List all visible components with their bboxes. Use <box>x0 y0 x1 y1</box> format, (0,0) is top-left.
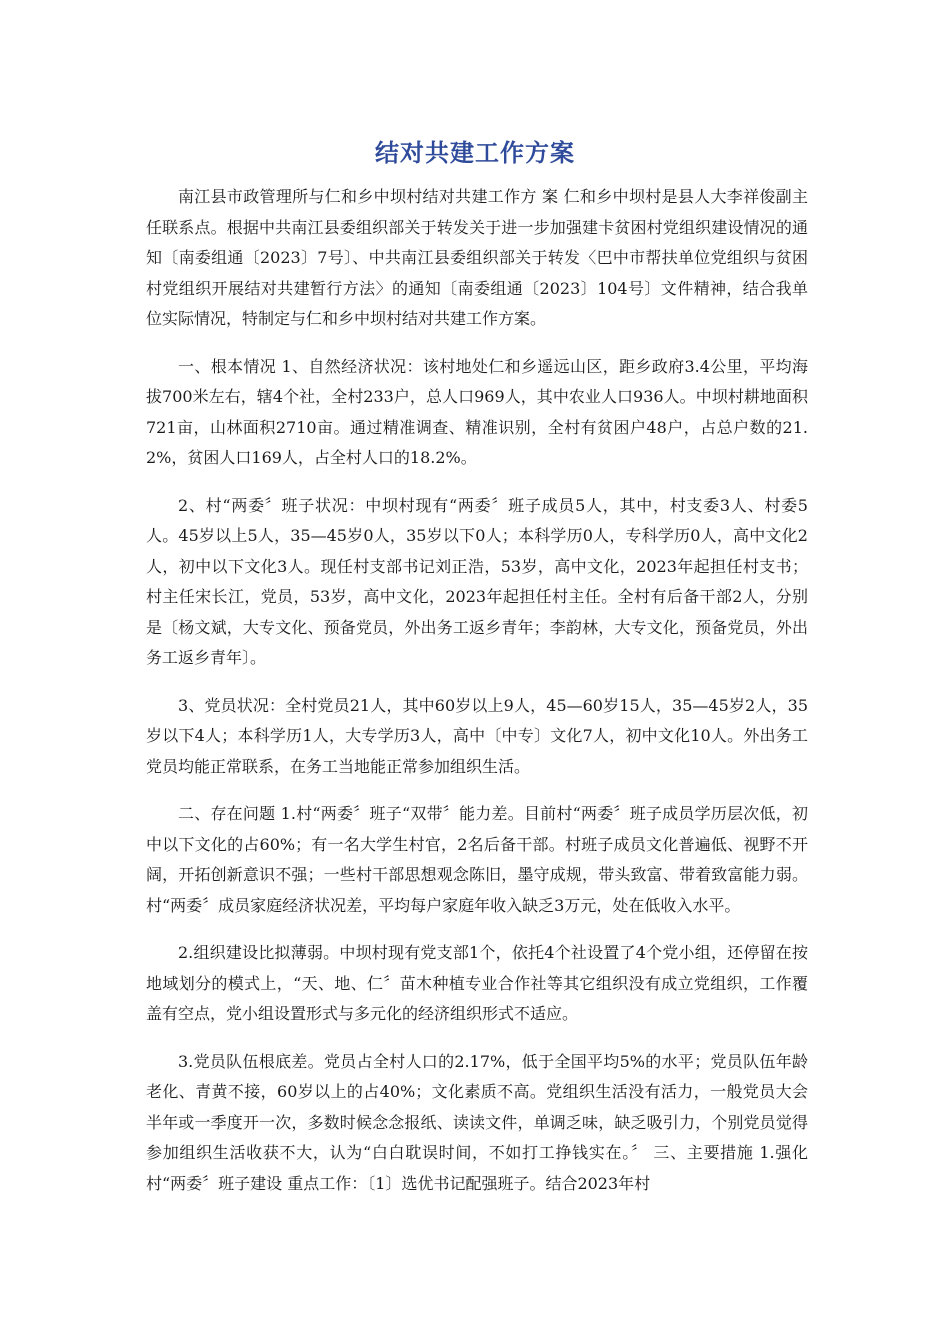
paragraph-problem-capability: 二、存在问题 1.村“两委〞班子“双带〞能力差。目前村“两委〞班子成员学历层次低，初中以下文化的占60%；有一名大学生村官，2名后备干部。村班子成员文化普遍低、视野不开阔，开拓创新意识不强；一些村干部思想观念陈旧，墨守成规，带头致富、带着致富能力弱。村“两委〞成员家庭经济状况差，平均每户家庭年收入缺乏3万元，处在低收入水平。 <box>146 804 808 915</box>
document-body <box>146 182 808 1216</box>
paragraph-intro: 南江县市政管理所与仁和乡中坝村结对共建工作方 案 仁和乡中坝村是县人大李祥俊副主任联系点。根据中共南江县委组织部关于转发关于进一步加强建卡贫困村党组织建设情况的通知〔南委组通〔2023〕7号〕、中共南江县委组织部关于转发〈巴中市帮扶单位党组织与贫困村党组织开展结对共建暂行方法〉的通知〔南委组通〔2023〕104号〕文件精神，结合我单位实际情况，特制定与仁和乡中坝村结对共建工作方案。 <box>146 187 808 328</box>
paragraph-problem-organization: 2.组织建设比拟薄弱。中坝村现有党支部1个，依托4个社设置了4个党小组，还停留在按地域划分的模式上，“天、地、仁〞苗木种植专业合作社等其它组织没有成立党组织，工作覆盖有空点，党小组设置形式与多元化的经济组织形式不适应。 <box>146 943 808 1023</box>
paragraph-basic-situation: 一、根本情况 1、自然经济状况：该村地处仁和乡遥远山区，距乡政府3.4公里，平均海拔700米左右，辖4个社，全村233户，总人口969人，其中农业人口936人。中坝村耕地面积721亩，山林面积2710亩。通过精准调查、精准识别，全村有贫困户48户，占总户数的21.2%，贫困人口169人，占全村人口的18.2%。 <box>146 356 808 467</box>
paragraph-party-member-status: 3、党员状况：全村党员21人，其中60岁以上9人，45—60岁15人，35—45岁2人，35岁以下4人；本科学历1人，大专学历3人，高中〔中专〕文化7人，初中文化10人。外出务工党员均能正常联系，在务工当地能正常参加组织生活。 <box>146 695 808 776</box>
paragraph-committee-status: 2、村“两委〞班子状况：中坝村现有“两委〞班子成员5人，其中，村支委3人、村委5人。45岁以上5人，35—45岁0人，35岁以下0人；本科学历0人，专科学历0人，高中文化2人，初中以下文化3人。现任村支部书记刘正浩，53岁，高中文化，2023年起担任村支书；村主任宋长江，党员，53岁，高中文化，2023年起担任村主任。全村有后备干部2人，分别是〔杨文斌，大专文化、预备党员，外出务工返乡青年；李韵林，大专文化，预备党员，外出务工返乡青年〕。 <box>146 495 808 667</box>
paragraph-problem-membership: 3.党员队伍根底差。党员占全村人口的2.17%，低于全国平均5%的水平；党员队伍年龄老化、青黄不接，60岁以上的占40%；文化素质不高。党组织生活没有活力，一般党员大会半年或一季度开一次，多数时候念念报纸、读读文件，单调乏味，缺乏吸引力，个别党员觉得参加组织生活收获不大，认为“白白耽误时间，不如打工挣钱实在。〞 三、主要措施 1.强化村“两委〞班子建设 重点工作：〔1〕选优书记配强班子。结合2023年村 <box>146 1051 808 1193</box>
document-title: 结对共建工作方案 <box>375 139 575 167</box>
